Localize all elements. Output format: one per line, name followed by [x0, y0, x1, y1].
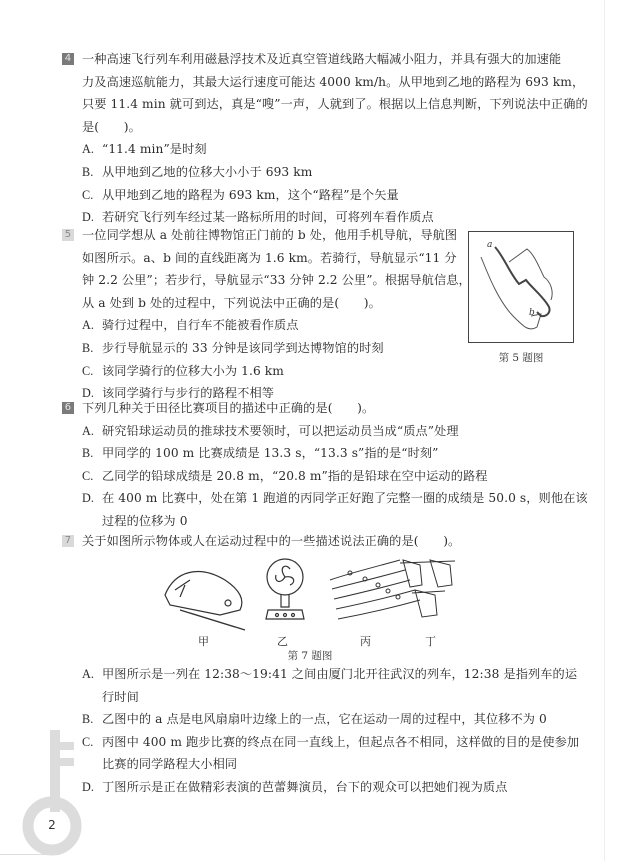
question-stem-line: 从 a 处到 b 处的过程中，下列说法中正确的是( )。 [82, 295, 381, 310]
panel-label-ding: 丁 [425, 635, 436, 648]
question-stem-line: 如图所示。a、b 间的直线距离为 1.6 km。若骑行，导航显示“11 分 [82, 250, 457, 265]
electric-fan-icon [266, 559, 304, 619]
train-icon [165, 572, 245, 630]
route-map-icon [469, 232, 573, 342]
question-6 [62, 397, 602, 533]
question-stem-line: 6 下列几种关于田径比赛项目的描述中正确的是( )。 [62, 397, 602, 420]
option-a-continued: 行时间 [102, 689, 139, 704]
option-d: D. 丁图所示是正在做精彩表演的芭蕾舞演员，台下的观众可以把她们视为质点 [82, 779, 508, 794]
panel-label-yi: 乙 [277, 635, 288, 648]
option-a: A. 甲图所示是一列在 12:38～19:41 之间由厦门北开往武汉的列车，12:38 是指列车的运 [82, 667, 578, 681]
footer-rule [0, 854, 60, 855]
figure-7-caption: 第 7 题图 [287, 650, 333, 662]
option-b: B. 乙图中的 a 点是电风扇扇叶边缘上的一点，它在运动一周的过程中，其位移不为 0 [82, 712, 547, 727]
option-c: C. 丙图中 400 m 跑步比赛的终点在同一直线上，但起点各不相同，这样做的目的是使参加 [82, 734, 580, 749]
question-7-options [62, 663, 602, 799]
option-c: C. 乙同学的铅球成绩是 20.8 m，“20.8 m”指的是铅球在空中运动的路程 [82, 468, 488, 483]
option-c: C. 从甲地到乙地的路程为 693 km，这个“路程”是个矢量 [82, 187, 399, 202]
panel-label-jia: 甲 [198, 635, 209, 648]
page-number: 2 [48, 818, 56, 832]
option-d: D. 在 400 m 比赛中，处在第 1 跑道的丙同学正好跑了完整一圈的成绩是 50.0 s，则他在该 [82, 491, 588, 506]
ballet-dancers-icon [400, 560, 455, 617]
motion-scenes-figure [160, 555, 460, 650]
option-d: D. 若研究飞行列车经过某一路标所用的时间，可将列车看作质点 [82, 210, 434, 225]
page-edge [604, 0, 605, 861]
option-b: B. 从甲地到乙地的位移大小小于 693 km [82, 164, 313, 179]
option-d-continued: 过程的位移为 0 [102, 513, 188, 528]
question-number-badge: 6 [62, 402, 74, 414]
option-a: A. “11.4 min”是时刻 [82, 142, 207, 157]
question-stem-line: 钟 2.2 公里”；若步行，导航显示“33 分钟 2.2 公里”。根据导航信息， [82, 273, 471, 288]
option-b: B. 甲同学的 100 m 比赛成绩是 13.3 s，“13.3 s”指的是“时刻” [82, 446, 439, 461]
option-a: A. 研究铅球运动员的推球技术要领时，可以把运动员当成“质点”处理 [82, 423, 459, 438]
running-track-icon [330, 560, 420, 619]
option-d: D. 该同学骑行与步行的路程不相等 [82, 386, 275, 401]
question-stem-line: 5 一位同学想从 a 处前往博物馆正门前的 b 处，他用手机导航，导航图 [62, 224, 462, 247]
question-number-badge: 7 [62, 535, 74, 547]
key-ornament-icon [22, 730, 82, 861]
svg-text:a: a [487, 240, 493, 250]
question-stem-line: 7 关于如图所示物体或人在运动过程中的一些描述说法正确的是( )。 [62, 530, 602, 553]
question-number-badge: 5 [62, 229, 74, 241]
figure-5-caption: 第 5 题图 [498, 352, 544, 364]
question-stem-line: 力及高速巡航能力，其最大运行速度可能达 4000 km/h。从甲地到乙地的路程为 693 km， [82, 74, 585, 89]
option-c: C. 该同学骑行的位移大小为 1.6 km [82, 363, 284, 378]
question-stem-line: 只要 11.4 min 就可到达，真是“嗖”一声，人就到了。根据以上信息判断，下列说法中正确的 [82, 97, 588, 112]
navigation-map-figure [468, 231, 574, 343]
option-b: B. 步行导航显示的 33 分钟是该同学到达博物馆的时刻 [82, 340, 384, 355]
option-c-continued: 比赛的同学路程大小相同 [102, 757, 238, 772]
question-5 [62, 224, 471, 405]
question-stem-line: 4 一种高速飞行列车利用磁悬浮技术及近真空管道线路大幅减小阻力，并具有强大的加速能 [62, 48, 602, 71]
svg-text:b: b [529, 308, 535, 318]
option-a: A. 骑行过程中，自行车不能被看作质点 [82, 318, 299, 333]
question-stem-line: 是( )。 [82, 119, 141, 134]
question-4 [62, 48, 602, 229]
question-number-badge: 4 [62, 53, 74, 65]
panel-label-bing: 丙 [360, 635, 371, 648]
question-7 [62, 530, 602, 553]
